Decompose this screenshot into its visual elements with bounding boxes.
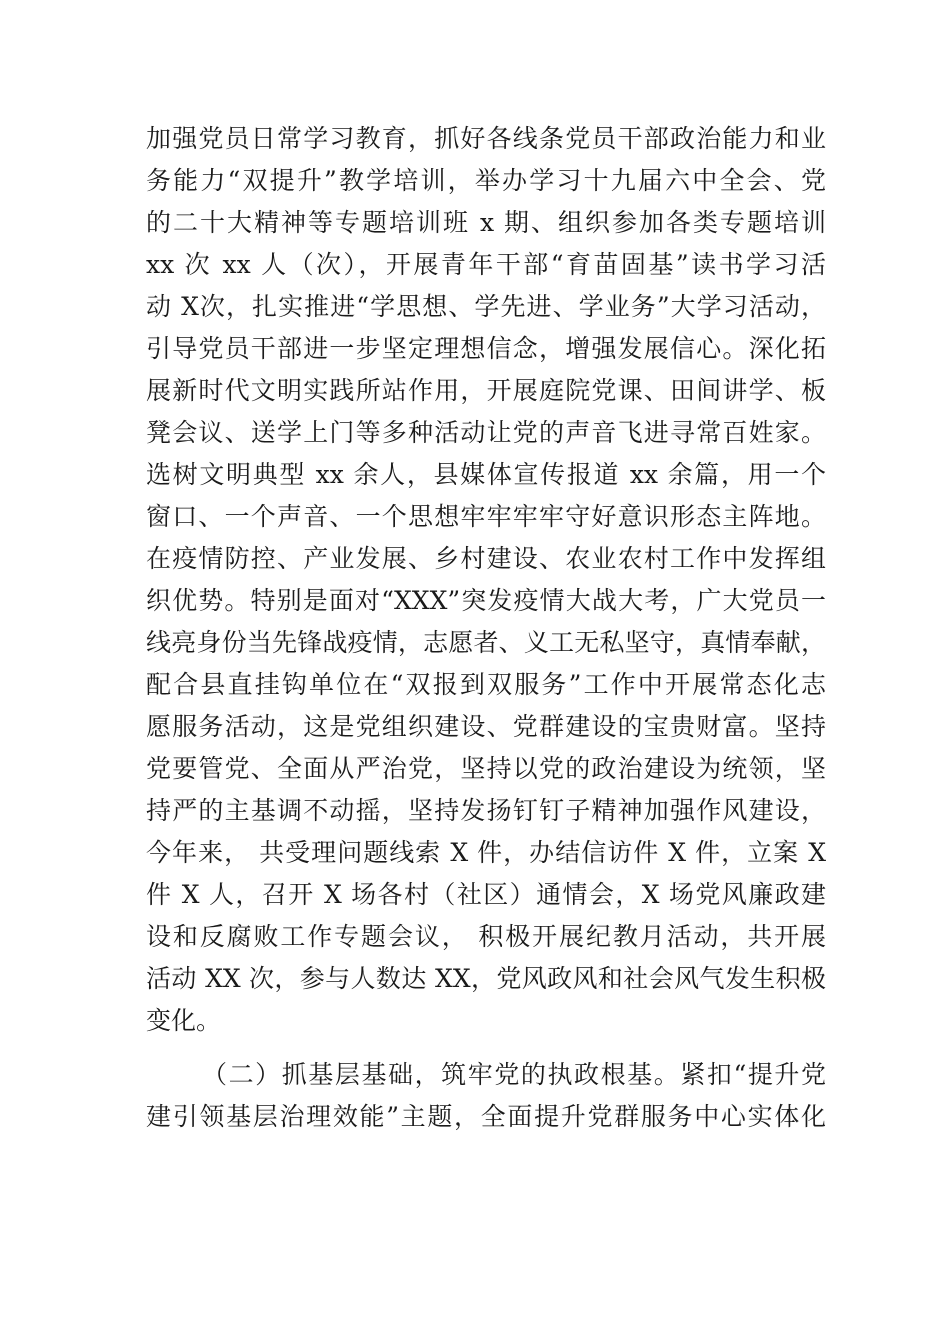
- text-line: 在疫情防控、产业发展、乡村建设、农业农村工作中发挥组: [146, 544, 826, 573]
- text-line: 变化。: [146, 1006, 222, 1035]
- text-line: 愿服务活动，这是党组织建设、党群建设的宝贵财富。坚持: [146, 712, 826, 741]
- text-line: 持严的主基调不动摇，坚持发扬钉钉子精神加强作风建设，: [146, 796, 826, 825]
- text-line: 凳会议、送学上门等多种活动让党的声音飞进寻常百姓家。: [146, 418, 826, 447]
- text-line: 建引领基层治理效能”主题，全面提升党群服务中心实体化: [146, 1102, 826, 1131]
- text-line: 配合县直挂钩单位在“双报到双服务”工作中开展常态化志: [146, 670, 826, 699]
- text-line: 引导党员干部进一步坚定理想信念，增强发展信心。深化拓: [146, 334, 826, 363]
- text-line: 活动 XX 次，参与人数达 XX，党风政风和社会风气发生积极: [146, 964, 826, 993]
- text-line: 设和反腐败工作专题会议， 积极开展纪教月活动，共开展: [146, 922, 826, 951]
- text-line: 窗口、一个声音、一个思想牢牢牢牢守好意识形态主阵地。: [146, 502, 826, 531]
- text-line: 的二十大精神等专题培训班 x 期、组织参加各类专题培训: [146, 208, 826, 237]
- section-heading-line: （二）抓基层基础，筑牢党的执政根基。紧扣“提升党: [202, 1060, 826, 1089]
- text-line: 选树文明典型 xx 余人，县媒体宣传报道 xx 余篇，用一个: [146, 460, 826, 489]
- text-line: 动 X次，扎实推进“学思想、学先进、学业务”大学习活动，: [146, 292, 826, 321]
- text-line: 党要管党、全面从严治党，坚持以党的政治建设为统领，坚: [146, 754, 826, 783]
- text-line: 线亮身份当先锋战疫情，志愿者、义工无私坚守，真情奉献，: [146, 628, 826, 657]
- text-line: xx 次 xx 人（次），开展青年干部“育苗固基”读书学习活: [146, 250, 826, 279]
- text-line: 务能力“双提升”教学培训，举办学习十九届六中全会、党: [146, 166, 826, 195]
- paragraph-spacer: [146, 1042, 826, 1054]
- text-line: 加强党员日常学习教育，抓好各线条党员干部政治能力和业: [146, 124, 826, 153]
- paragraph-party-education: [146, 118, 826, 1042]
- text-line: 织优势。特别是面对“XXX”突发疫情大战大考，广大党员一: [146, 586, 826, 615]
- text-line: 展新时代文明实践所站作用，开展庭院党课、田间讲学、板: [146, 376, 826, 405]
- text-line: 件 X 人，召开 X 场各村（社区）通情会，X 场党风廉政建: [146, 880, 826, 909]
- document-body: [146, 118, 826, 1138]
- text-line: 今年来， 共受理问题线索 X 件，办结信访件 X 件，立案 X: [146, 838, 826, 867]
- paragraph-grassroots-foundation: [146, 1054, 826, 1138]
